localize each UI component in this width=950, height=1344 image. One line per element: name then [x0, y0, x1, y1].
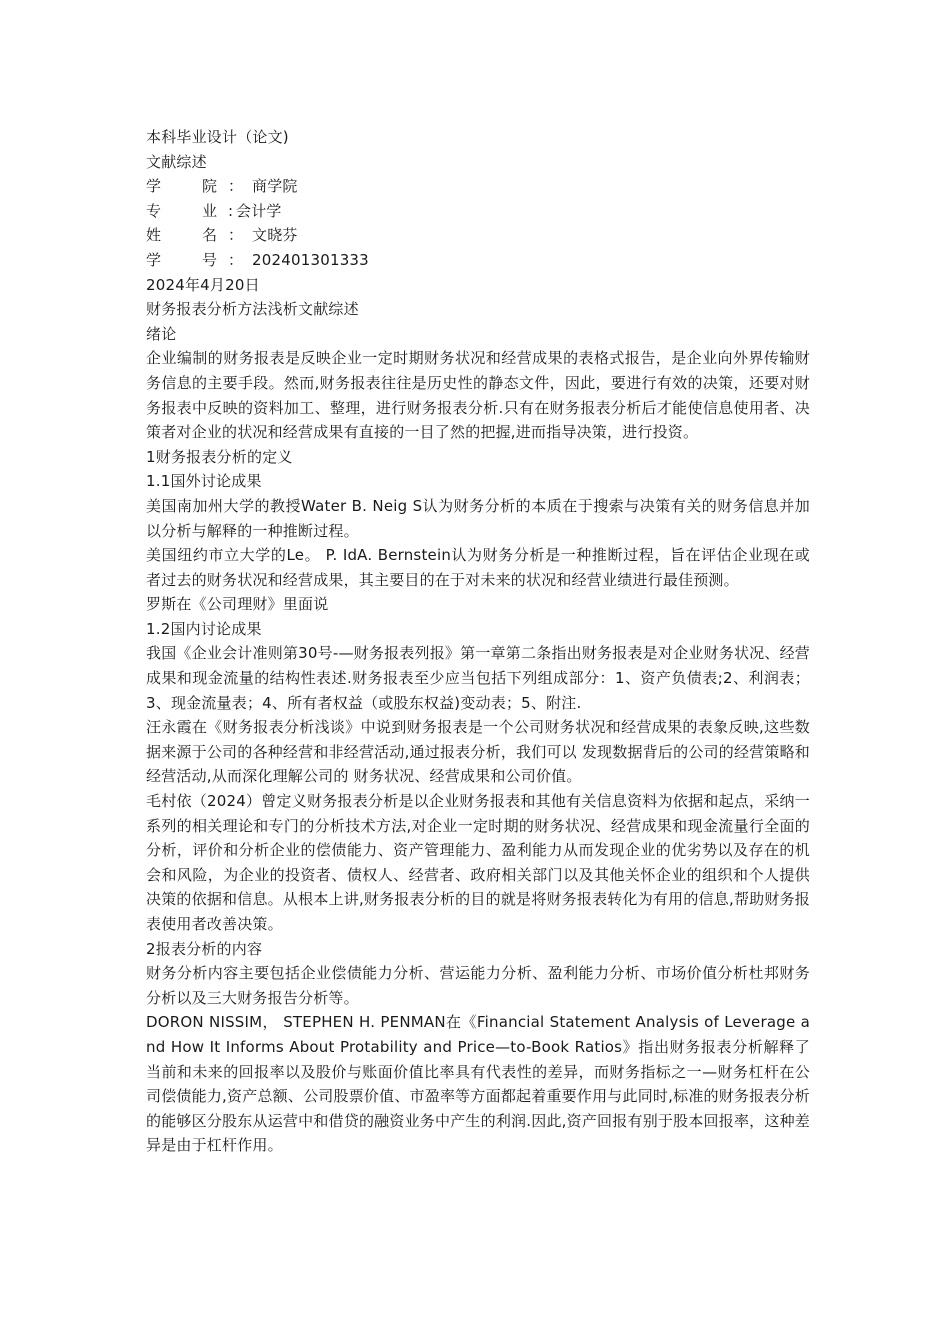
section-1-1-heading: 1.1国外讨论成果 [146, 472, 262, 491]
meta-colon: ： [228, 177, 244, 196]
section-1-1-paragraph-2: 美国纽约市立大学的Le。 P. IdA. Bernstein认为财务分析是一种推断过程，旨在评估企业现在或者过去的财务状况和经营成果，其主要目的在于对未来的状况和经营业绩进行最佳预测。 [146, 546, 810, 589]
document-type: 文献综述 [146, 152, 207, 171]
section-2-paragraph-2: DORON NISSIM， STEPHEN H. PENMAN在《Financial Statement Analysis of Leverage and How It Informs About Protability and Price—to-Book Ratios》指出财务报表分析解释了当前和未来的回报率以及股价与账面价值比率具有代表性的差异，而财务指标之一—财务杠杆在公司偿债能力,资产总额、公司股票价值、市盈率等方面都起着重要作用与此同时,标准的财务报表分析的能够区分股东从运营中和借贷的融资业务中产生的利润.因此,资产回报有别于股本回报率，这种差异是由于杠杆作用。 [146, 1013, 810, 1155]
meta-colon: ： [228, 226, 244, 245]
meta-key-char-1: 姓 [146, 226, 162, 245]
document-body [146, 125, 810, 1158]
section-1-heading: 1财务报表分析的定义 [146, 447, 293, 466]
section-1-1-paragraph-3: 罗斯在《公司理财》里面说 [146, 595, 329, 614]
meta-key-char-2: 名 [202, 226, 218, 245]
meta-colon: ： [228, 250, 244, 269]
meta-key-char-2: 业 [202, 201, 218, 220]
meta-row-name [146, 223, 810, 248]
document-title: 财务报表分析方法浅析文献综述 [146, 300, 359, 319]
section-1-1-paragraph-1: 美国南加州大学的教授Water B. Neig S认为财务分析的本质在于搜索与决策有关的财务信息并加以分析与解释的一种推断过程。 [146, 496, 810, 540]
meta-key-char-1: 学 [146, 177, 162, 196]
meta-colon: : [228, 201, 234, 220]
meta-value-student-id: 202401301333 [252, 250, 369, 269]
section-1-2-paragraph-3: 毛村依（2024）曾定义财务报表分析是以企业财务报表和其他有关信息资料为依据和起点，采纳一系列的相关理论和专门的分析技术方法,对企业一定时期的财务状况、经营成果和现金流量行全面的分析，评价和分析企业的偿债能力、资产管理能力、盈利能力从而发现企业的优劣势以及存在的机会和风险，为企业的投资者、债权人、经营者、政府相关部门以及其他关怀企业的组织和个人提供决策的依据和信息。从根本上讲,财务报表分析的目的就是将财务报表转化为有用的信息,帮助财务报表使用者改善决策。 [146, 792, 810, 933]
section-1-2-heading: 1.2国内讨论成果 [146, 619, 262, 638]
section-2-paragraph-1: 财务分析内容主要包括企业偿债能力分析、营运能力分析、盈利能力分析、市场价值分析杜邦财务分析以及三大财务报告分析等。 [146, 964, 810, 1007]
document-date: 2024年4月20日 [146, 275, 260, 294]
section-2-heading: 2报表分析的内容 [146, 939, 263, 958]
meta-row-college [146, 174, 810, 199]
intro-paragraph: 企业编制的财务报表是反映企业一定时期财务状况和经营成果的表格式报告，是企业向外界传输财务信息的主要手段。然而,财务报表往往是历史性的静态文件，因此，要进行有效的决策，还要对财务报表中反映的资料加工、整理，进行财务报表分析.只有在财务报表分析后才能使信息使用者、决策者对企业的状况和经营成果有直接的一目了然的把握,进而指导决策，进行投资。 [146, 349, 810, 442]
meta-row-major [146, 199, 810, 224]
meta-key-char-1: 专 [146, 201, 162, 220]
section-1-2-paragraph-2: 汪永霞在《财务报表分析浅谈》中说到财务报表是一个公司财务状况和经营成果的表象反映,这些数 据来源于公司的各种经营和非经营活动,通过报表分析，我们可以 发现数据背后的公司的经营策略和经营活动,从而深化理解公司的 财务状况、经营成果和公司价值。 [146, 718, 810, 786]
meta-key-char-2: 号 [202, 250, 218, 269]
intro-heading: 绪论 [146, 324, 177, 343]
meta-value-major: 会计学 [236, 201, 282, 220]
section-1-2-paragraph-1: 我国《企业会计准则第30号-—财务报表列报》第一章第二条指出财务报表是对企业财务状况、经营成果和现金流量的结构性表述.财务报表至少应当包括下列组成部分：1、资产负债表;2、利润表；3、现金流量表；4、所有者权益（或股东权益)变动表；5、附注. [146, 644, 810, 712]
meta-value-college: 商学院 [252, 177, 298, 196]
meta-key-char-2: 院 [202, 177, 218, 196]
meta-row-student-id [146, 248, 810, 273]
meta-key-char-1: 学 [146, 250, 162, 269]
thesis-label: 本科毕业设计（论文) [146, 128, 289, 146]
meta-value-name: 文晓芬 [252, 226, 298, 245]
